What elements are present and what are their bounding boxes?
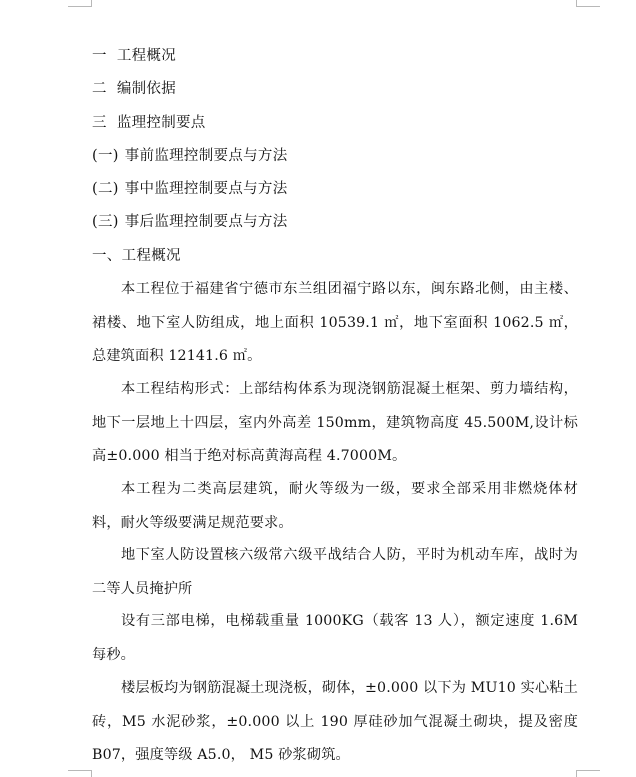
body-paragraph: 地下室人防设置核六级常六级平战结合人防，平时为机动车库，战时为二等人员掩护所 [92, 547, 578, 597]
body-paragraph: 楼层板均为钢筋混凝土现浇板，砌体，±0.000 以下为 MU10 实心粘土砖，M5 水泥砂浆，±0.000 以上 190 厚硅砂加气混凝土砌块，提及密度 B07，强度等级 A5.0， M5 砂浆砌筑。 [92, 680, 578, 764]
toc-item-number: (一) [92, 148, 119, 164]
toc-item-text: 事中监理控制要点与方法 [124, 181, 288, 197]
toc-item [92, 179, 288, 199]
toc-item-number: 一 [92, 48, 107, 64]
toc-item [92, 146, 288, 166]
toc-item-text: 编制依据 [116, 81, 177, 97]
toc-item [92, 113, 206, 133]
toc-item-text: 监理控制要点 [116, 115, 206, 131]
corner-mark-bottom-right-h [576, 770, 600, 771]
toc-item-text: 事前监理控制要点与方法 [124, 148, 288, 164]
body-paragraph: 本工程结构形式：上部结构体系为现浇钢筋混凝土框架、剪力墙结构，地下一层地上十四层，室内外高差 150mm，建筑物高度 45.500M,设计标高±0.000 相当于绝对标高黄海高程 4.7000M。 [92, 381, 578, 465]
toc-item-number: 三 [92, 115, 107, 131]
toc-item [92, 79, 176, 99]
toc-item [92, 46, 176, 66]
body-paragraph: 设有三部电梯，电梯载重量 1000KG（载客 13 人），额定速度 1.6M 每秒。 [92, 613, 578, 663]
body-paragraph: 本工程位于福建省宁德市东兰组团福宁路以东，闽东路北侧，由主楼、裙楼、地下室人防组成，地上面积 10539.1 ㎡，地下室面积 1062.5 ㎡，总建筑面积 12141.6 ㎡。 [92, 281, 578, 365]
corner-mark-top-right-h [576, 6, 600, 7]
toc-item-number: 二 [92, 81, 107, 97]
toc-item-text: 工程概况 [116, 48, 177, 64]
section-heading: 一、工程概况 [92, 248, 181, 264]
toc-item [92, 212, 288, 232]
toc-item-number: (二) [92, 181, 119, 197]
corner-mark-top-right-v [576, 0, 577, 7]
toc-item-number: (三) [92, 214, 119, 230]
corner-mark-top-left-v [91, 0, 92, 7]
toc-item-text: 事后监理控制要点与方法 [124, 214, 288, 230]
body-paragraph: 本工程为二类高层建筑，耐火等级为一级，要求全部采用非燃烧体材料，耐火等级要满足规范要求。 [92, 481, 578, 531]
corner-mark-top-left-h [68, 6, 92, 7]
corner-mark-bottom-left-h [68, 770, 92, 771]
